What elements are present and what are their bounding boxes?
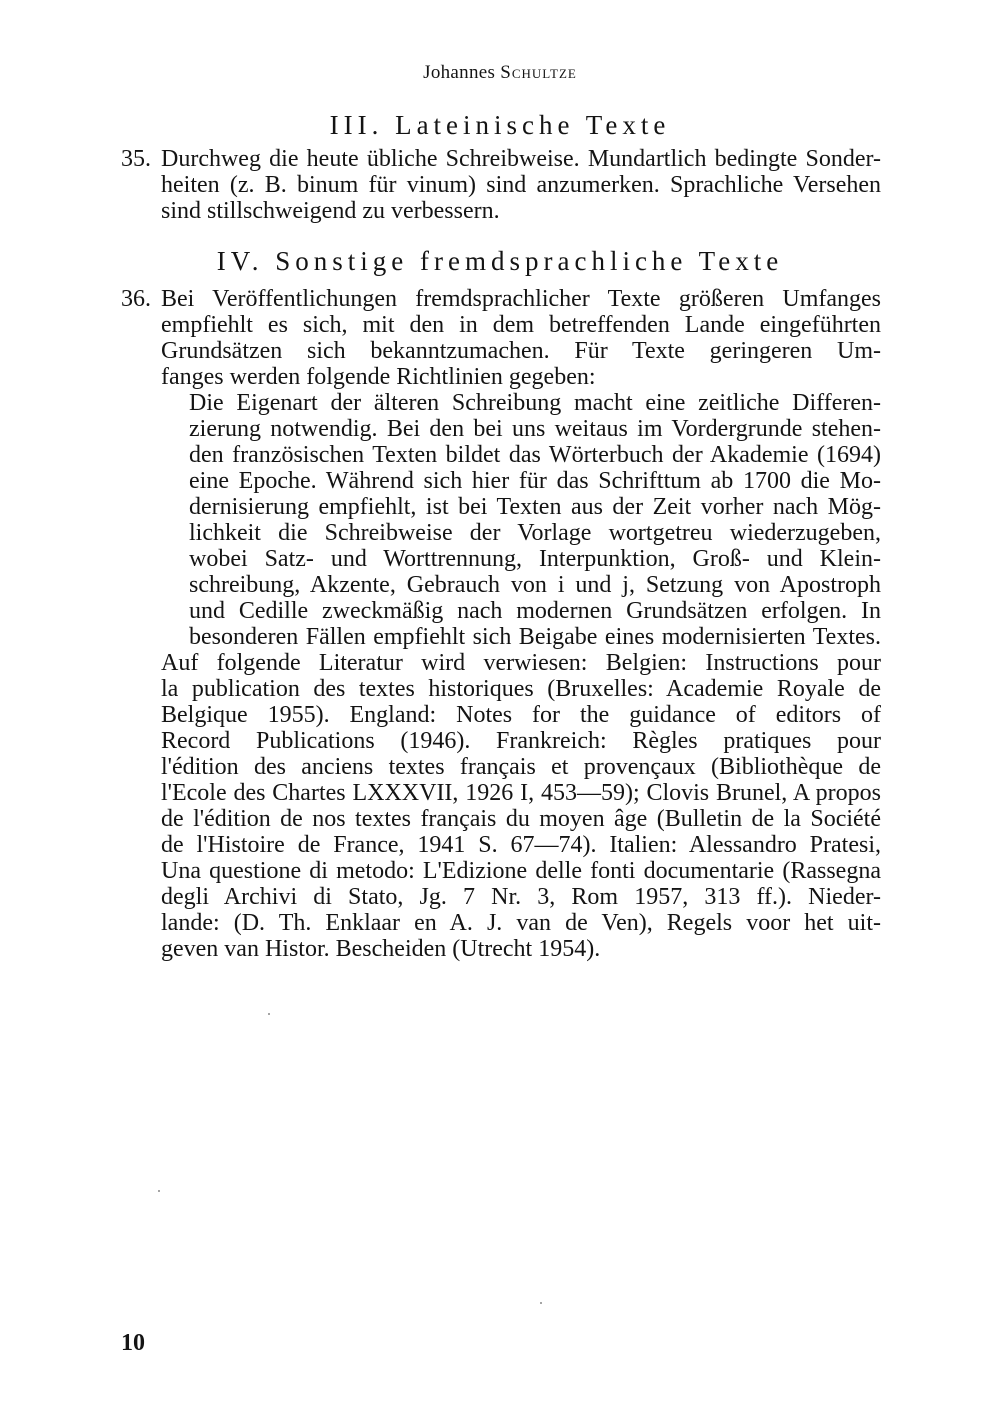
- text-line: Record Publications (1946). Frankreich: Règles pratiques pour: [161, 728, 881, 754]
- text-line: geven van Histor. Bescheiden (Utrecht 1954).: [161, 936, 601, 962]
- text-line: Auf folgende Literatur wird verwiesen: Belgien: Instructions pour: [161, 650, 881, 676]
- text-line: l'Ecole des Chartes LXXXVII, 1926 I, 453—59); Clovis Brunel, A propos: [161, 780, 881, 806]
- section-title-iv: IV. Sonstige fremdsprachliche Texte: [216, 246, 784, 276]
- text-line: empfiehlt es sich, mit den in dem betreffenden Lande eingeführten: [161, 312, 881, 338]
- text-line: Una questione di metodo: L'Edizione delle fonti documentarie (Rassegna: [161, 858, 881, 884]
- scan-speck: [268, 1013, 270, 1015]
- text-line: la publication des textes historiques (Bruxelles: Academie Royale de: [161, 676, 881, 702]
- text-line: zierung notwendig. Bei den bei uns weitaus im Vordergrunde stehen-: [189, 416, 881, 442]
- paragraph-36: [121, 286, 881, 390]
- text-line: Belgique 1955). England: Notes for the guidance of editors of: [161, 702, 881, 728]
- paragraph-35: [121, 146, 881, 224]
- section-title-iii: III. Lateinische Texte: [329, 110, 671, 140]
- text-line: schreibung, Akzente, Gebrauch von i und j, Setzung von Apostroph: [189, 572, 881, 598]
- text-line: wobei Satz- und Worttrennung, Interpunktion, Groß- und Klein-: [189, 546, 881, 572]
- page-number: 10: [121, 1330, 145, 1356]
- text-line: lichkeit die Schreibweise der Vorlage wortgetreu wiederzugeben,: [189, 520, 881, 546]
- text-line: besonderen Fällen empfiehlt sich Beigabe eines modernisierten Textes.: [189, 624, 881, 650]
- text-line: fanges werden folgende Richtlinien gegeben:: [161, 364, 596, 390]
- text-line: Grundsätzen sich bekanntzumachen. Für Texte geringeren Um-: [161, 338, 881, 364]
- text-line: lande: (D. Th. Enklaar en A. J. van de Ven), Regels voor het uit-: [161, 910, 881, 936]
- text-line: Bei Veröffentlichungen fremdsprachlicher Texte größeren Umfanges: [161, 286, 881, 312]
- text-line: dernisierung empfiehlt, ist bei Texten aus der Zeit vorher nach Mög-: [189, 494, 881, 520]
- text-line: Durchweg die heute übliche Schreibweise. Mundartlich bedingte Sonder-: [161, 146, 881, 172]
- author-first-name: Johannes: [423, 62, 496, 83]
- paragraph-number: 36.: [121, 286, 151, 312]
- indented-guidelines: [161, 390, 881, 650]
- text-line: degli Archivi di Stato, Jg. 7 Nr. 3, Rom 1957, 313 ff.). Nieder-: [161, 884, 881, 910]
- scan-speck: [540, 1302, 542, 1304]
- text-line: den französischen Texten bildet das Wörterbuch der Akademie (1694): [189, 442, 881, 468]
- text-line: Die Eigenart der älteren Schreibung macht eine zeitliche Differen-: [189, 390, 881, 416]
- text-line: und Cedille zweckmäßig nach modernen Grundsätzen erfolgen. In: [189, 598, 881, 624]
- paragraph-number: 35.: [121, 146, 151, 172]
- text-line: de l'Histoire de France, 1941 S. 67—74). Italien: Alessandro Pratesi,: [161, 832, 881, 858]
- literature-references: [161, 650, 881, 962]
- text-line: sind stillschweigend zu verbessern.: [161, 198, 500, 224]
- text-line: heiten (z. B. binum für vinum) sind anzumerken. Sprachliche Versehen: [161, 172, 881, 198]
- text-line: de l'édition de nos textes français du moyen âge (Bulletin de la Société: [161, 806, 881, 832]
- text-line: l'édition des anciens textes français et provençaux (Bibliothèque de: [161, 754, 881, 780]
- author-last-name: Schultze: [500, 62, 577, 83]
- scan-speck: [158, 1190, 160, 1192]
- running-header: [0, 62, 1000, 84]
- text-line: eine Epoche. Während sich hier für das Schrifttum ab 1700 die Mo-: [189, 468, 881, 494]
